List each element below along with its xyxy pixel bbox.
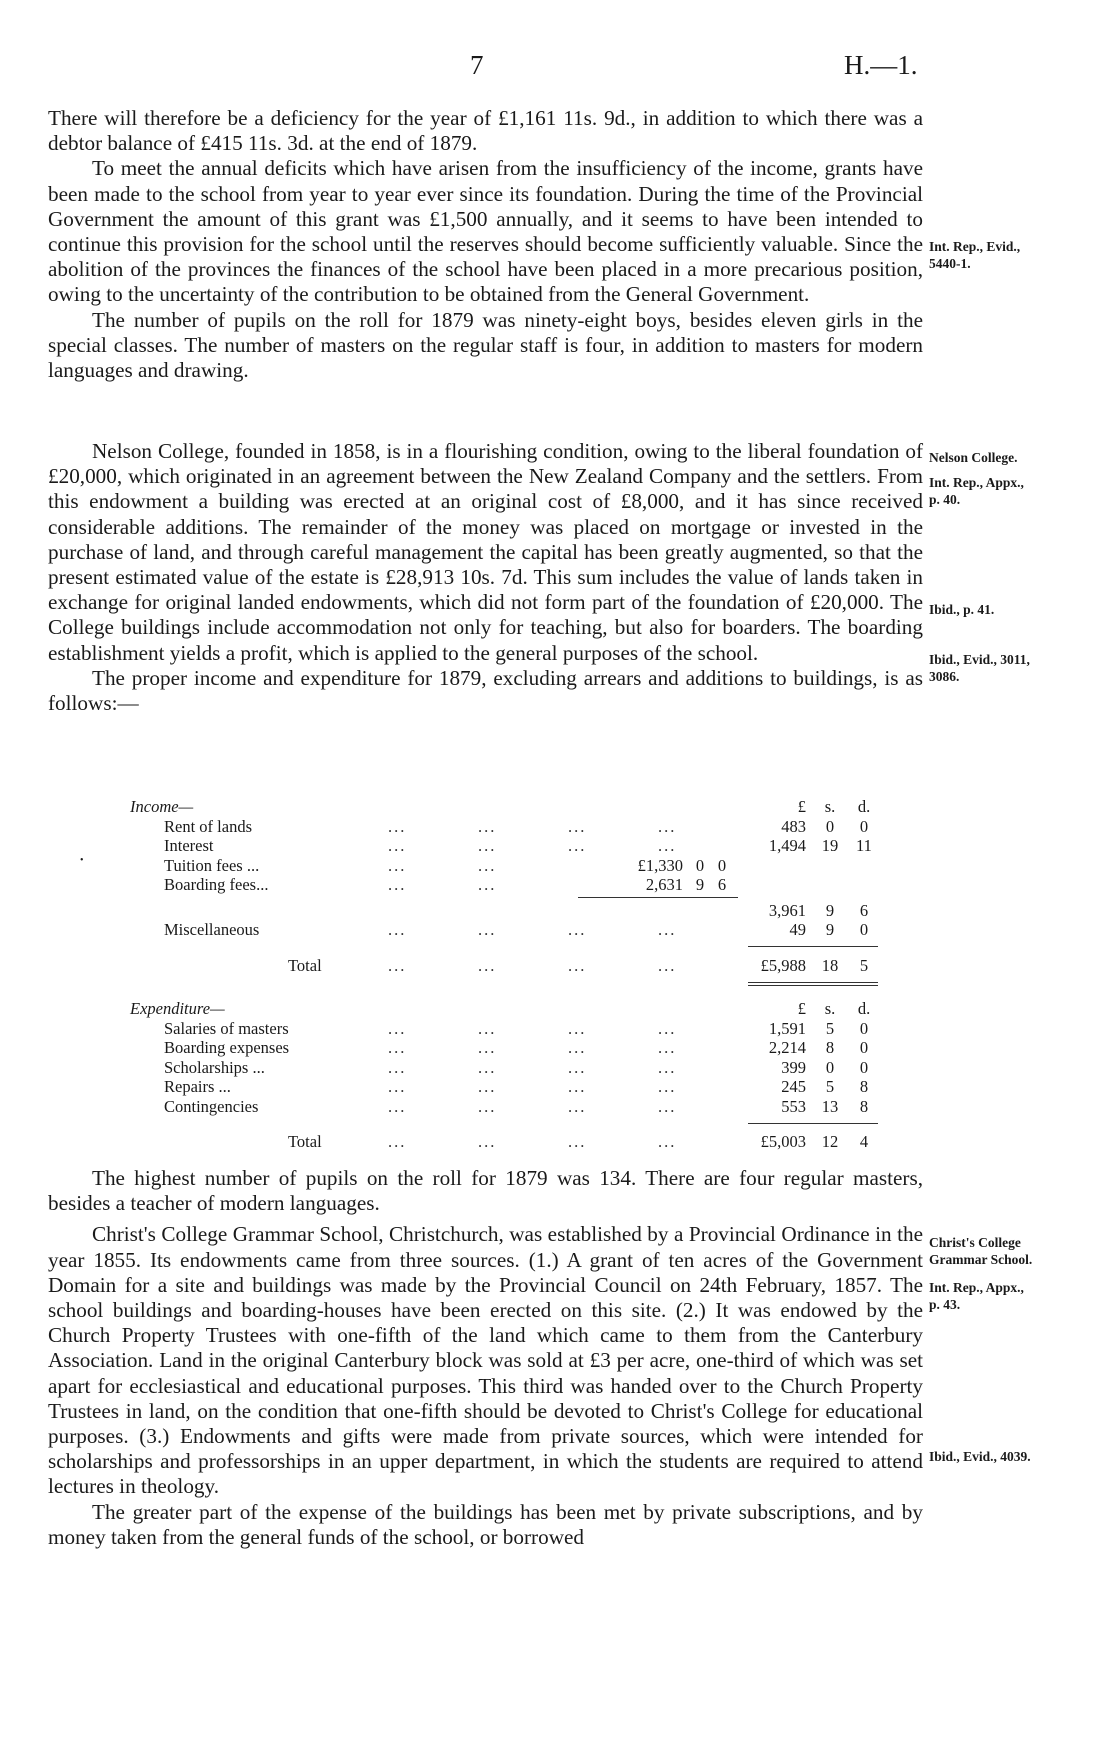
table-cell: 0 xyxy=(859,1057,869,1077)
table-cell: 483 xyxy=(781,816,806,836)
expenditure-total-row: Total ... ... ... ... £5,003 12 4 xyxy=(48,1132,878,1152)
margin-note: Int. Rep., Appx., p. 43. xyxy=(929,1280,1024,1312)
table-cell: 9 xyxy=(695,875,705,894)
table-cell: 399 xyxy=(781,1057,806,1077)
table-cell: 0 xyxy=(695,855,705,875)
table-cell: 245 xyxy=(781,1077,806,1096)
table-row xyxy=(48,797,878,817)
table-cell: Rent of lands xyxy=(164,816,252,836)
table-cell: 3,961 xyxy=(768,900,806,920)
margin-note: Int. Rep., Appx., p. 40. xyxy=(929,475,1024,507)
table-cell: Contingencies xyxy=(164,1096,259,1116)
stray-mark: • xyxy=(80,855,84,866)
table-row: Salaries of masters ... ... ... ... 1,591 5 0 xyxy=(48,1019,878,1039)
table-row: Repairs ... ... ... ... ... 245 5 8 xyxy=(48,1077,878,1097)
table-cell: Total xyxy=(288,955,322,975)
paragraph-highest-pupils: The highest number of pupils on the roll for 1879 was 134. There are four regular masters, besides a teacher of modern languages. xyxy=(48,1166,923,1216)
table-cell: 9 xyxy=(825,900,835,920)
table-cell: 19 xyxy=(821,836,839,855)
table-cell: s. xyxy=(824,797,836,816)
table-cell: s. xyxy=(824,999,836,1018)
table-cell: Interest xyxy=(164,836,214,855)
table-cell: Scholarships ... xyxy=(164,1057,265,1077)
table-cell: 553 xyxy=(781,1096,806,1116)
paragraph-annual-deficits: To meet the annual deficits which have arisen from the insufficiency of the income, grants have been made to the school from year to year ever since its foundation. During the time of the Provincial Government the amount of this grant was £1,500 annually, and it seems to have been intended to continue this provision for the school until the reserves should become sufficiently valuable. Since the abolition of the provinces the finances of the school have been placed in a more precarious position, owing to the uncertainty of the contribution to be obtained from the General Government. xyxy=(48,156,923,307)
margin-note: Ibid., p. 41. xyxy=(929,602,995,617)
margin-note: Ibid., Evid., 4039. xyxy=(929,1449,1031,1464)
table-cell: 5 xyxy=(825,1077,835,1096)
table-cell: 11 xyxy=(856,836,872,855)
income-heading: Income— xyxy=(130,797,194,816)
margin-note: Int. Rep., Evid., 5440-1. xyxy=(929,239,1021,271)
margin-note: Christ's College Grammar School. xyxy=(929,1235,1033,1267)
table-cell: 18 xyxy=(821,955,839,975)
income-expenditure-table xyxy=(48,797,878,1152)
total-rule xyxy=(748,946,878,947)
table-cell: 8 xyxy=(859,1096,869,1116)
table-cell: 4 xyxy=(859,1132,869,1151)
paragraph-pupils-1879: The number of pupils on the roll for 1879 was ninety-eight boys, besides eleven girls in the special classes. The number of masters on the regular staff is four, in addition to masters for modern languages and drawing. xyxy=(48,307,923,383)
table-row: Contingencies ... ... ... ... 553 13 8 xyxy=(48,1097,878,1117)
expenditure-heading: Expenditure— xyxy=(130,999,225,1018)
table-cell: £5,988 xyxy=(760,955,806,975)
table-row xyxy=(48,999,878,1019)
table-cell: Miscellaneous xyxy=(164,920,260,939)
table-cell: Boarding fees... xyxy=(164,875,269,894)
table-cell: 9 xyxy=(825,920,835,939)
table-cell: £1,330 xyxy=(637,855,683,875)
table-row: Boarding fees... ... ... 2,631 9 6 xyxy=(48,875,878,895)
table-cell: Repairs ... xyxy=(164,1077,231,1096)
paragraph-christs-college: Christ's College Grammar School, Christchurch, was established by a Provincial Ordinance in the year 1855. Its endowments came from three sources. (1.) A grant of ten acres of the Government Domain for a site and buildings was made by the Provincial Council on 24th February, 1857. The school buildings and boarding-houses have been erected on this site. (2.) It was endowed by the Church Property Trustees with one-fifth of the land which came to them from the Canterbury Association. Land in the original Canterbury block was sold at £3 per acre, one-third of which was set apart for ecclesiastical and educational purposes. This third was handed over to the Church Property Trustees in land, on the condition that one-fifth should be devoted to Christ's College for educational purposes. (3.) Endowments and gifts were made from private sources, which were intended for scholarships and professorships in an upper department, in which the students are required to attend lectures in theology. xyxy=(48,1222,923,1499)
table-cell: 2,214 xyxy=(768,1038,806,1057)
table-cell: Total xyxy=(288,1132,322,1151)
table-cell: 0 xyxy=(859,1038,869,1057)
table-row xyxy=(48,901,878,921)
table-cell: 49 xyxy=(789,920,806,939)
table-cell: 1,494 xyxy=(768,836,806,855)
paragraph-buildings-expense: The greater part of the expense of the buildings has been met by private subscriptions, and by money taken from the general funds of the school, or borrowed xyxy=(48,1499,923,1549)
table-cell: 6 xyxy=(859,900,869,920)
table-cell: 0 xyxy=(825,1057,835,1077)
table-cell: £5,003 xyxy=(760,1132,806,1151)
table-cell: 5 xyxy=(825,1018,835,1038)
margin-note: Nelson College. xyxy=(929,450,1018,465)
table-row: Tuition fees ... ... ... £1,330 0 0 xyxy=(164,855,727,875)
table-row: Rent of lands ... ... ... ... 483 0 0 xyxy=(48,817,878,837)
table-row: Miscellaneous ... ... ... ... 49 9 0 xyxy=(48,920,878,940)
text-block-nelson xyxy=(48,439,923,716)
document-reference: H.—1. xyxy=(844,50,918,80)
table-cell: £ xyxy=(797,999,806,1018)
paragraph-deficiency: There will therefore be a deficiency for the year of £1,161 11s. 9d., in addition to which there was a debtor balance of £415 11s. 3d. at the end of 1879. xyxy=(48,106,923,156)
paragraph-income-intro: The proper income and expenditure for 1879, excluding arrears and additions to buildings, is as follows:— xyxy=(48,665,923,716)
table-cell: £ xyxy=(797,797,806,816)
page-number: 7 xyxy=(470,50,484,80)
table-cell: 5 xyxy=(859,955,869,975)
table-cell: 0 xyxy=(717,855,727,875)
table-cell: 1,591 xyxy=(768,1018,806,1038)
text-block-christs-college xyxy=(48,1166,923,1550)
subtotal-rule xyxy=(578,897,738,898)
table-row: Scholarships ... ... ... ... ... 399 0 0 xyxy=(48,1058,878,1078)
table-cell: 13 xyxy=(821,1096,839,1116)
table-cell: 12 xyxy=(821,1132,839,1151)
page-header xyxy=(0,50,1114,82)
table-cell: 0 xyxy=(825,816,835,836)
table-cell: 0 xyxy=(859,816,869,836)
text-block-top xyxy=(48,106,923,383)
table-cell: Salaries of masters xyxy=(164,1018,289,1038)
table-cell: 8 xyxy=(825,1038,835,1057)
margin-note: Ibid., Evid., 3011, 3086. xyxy=(929,652,1030,684)
table-cell: Tuition fees ... xyxy=(164,855,260,875)
table-cell: 2,631 xyxy=(645,875,683,894)
table-cell: 0 xyxy=(859,920,869,939)
table-cell: 6 xyxy=(717,875,727,894)
table-cell: d. xyxy=(857,999,871,1018)
income-total-row: Total ... ... ... ... £5,988 18 5 xyxy=(48,956,878,976)
paragraph-nelson-college: Nelson College, founded in 1858, is in a flourishing condition, owing to the liberal foundation of £20,000, which originated in an agreement between the New Zealand Company and the settlers. From this endowment a building was erected at an original cost of £8,000, and it has since received considerable additions. The remainder of the money was placed on mortgage or invested in the purchase of land, and through careful management the capital has been greatly augmented, so that the present estimated value of the estate is £28,913 10s. 7d. This sum includes the value of lands taken in exchange for original landed endowments, which did not form part of the foundation of £20,000. The College buildings include accommodation not only for teaching, but also for boarders. The boarding establishment yields a profit, which is applied to the general purposes of the school. xyxy=(48,439,923,665)
table-row: Interest ... ... ... ... 1,494 19 11 xyxy=(48,836,878,856)
table-cell: Boarding expenses xyxy=(164,1038,290,1057)
table-cell: 8 xyxy=(859,1077,869,1096)
table-row: Boarding expenses ... ... ... ... 2,214 8 0 xyxy=(48,1038,878,1058)
table-cell: d. xyxy=(857,797,871,816)
table-cell: 0 xyxy=(859,1018,869,1038)
